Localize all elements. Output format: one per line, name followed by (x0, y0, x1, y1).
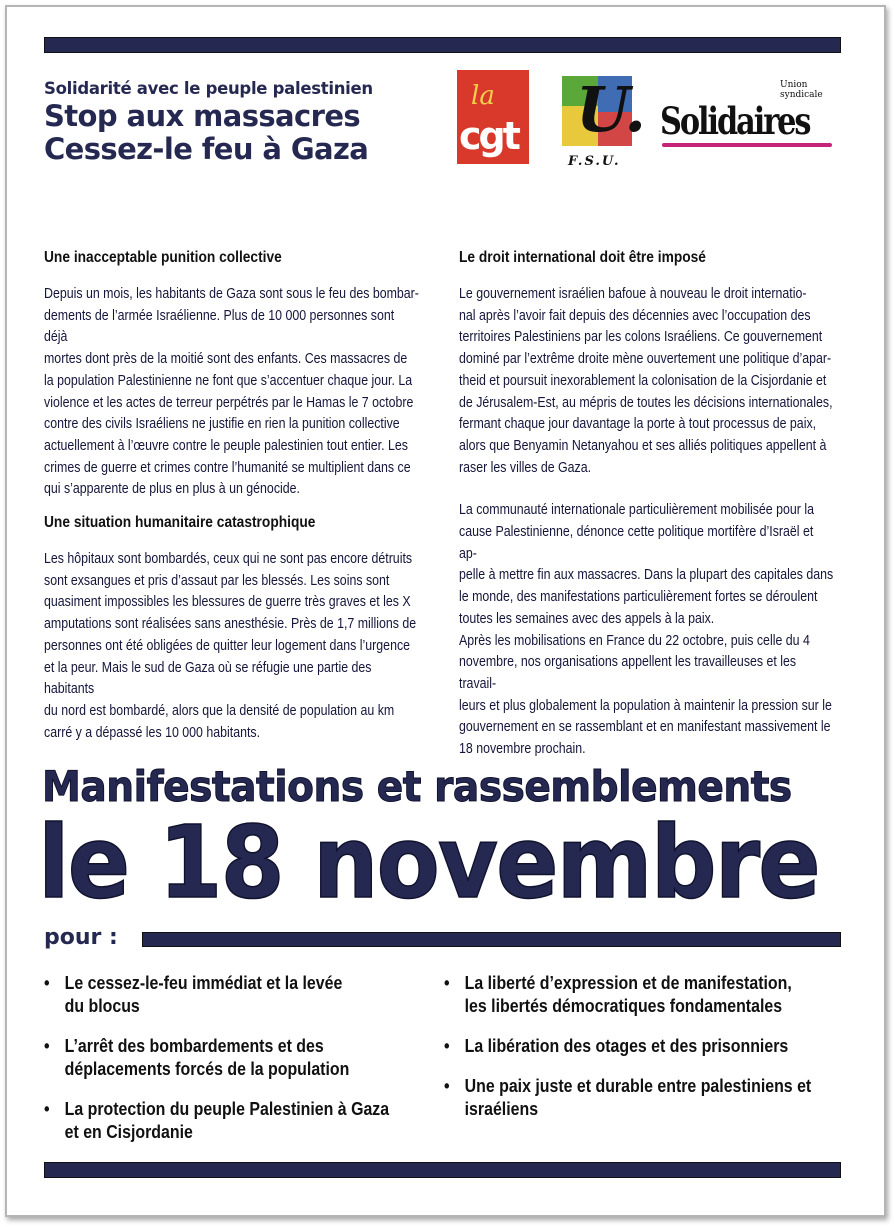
solidaires-tag: Union syndicale (780, 80, 823, 100)
top-divider-bar (44, 37, 841, 53)
call-date: le 18 novembre (38, 804, 819, 921)
list-item: • L’arrêt des bombardements et des déplacements forcés de la population (44, 1034, 422, 1080)
section-body: Depuis un mois, les habitants de Gaza sont sous le feu des bombar- dements de l’armée Israélienne. Plus de 10 000 personnes sont déjà mortes dont près de la moitié sont des enfants. Ces massacres de la population Palestinienne ne font que s’accentuer chaque jour. La violence et les actes de terreur perpétrés par le Hamas le 7 octobre contre des civils Israéliens ne justifie en rien la punition collective actuellement à l’œuvre contre le peuple palestinien tout entier. Les crimes de guerre et crimes contre l’humanité se multiplient dans ce qui s’apparente de plus en plus à un génocide. (44, 286, 419, 498)
section-heading: Une inacceptable punition collective (44, 249, 282, 266)
solidaires-underline (662, 143, 832, 147)
fsu-name: F.S.U. (568, 154, 621, 169)
demands-right-list (444, 971, 822, 1137)
subtitle: Solidarité avec le peuple palestinien (44, 79, 373, 98)
title-line-2: Cessez-le feu à Gaza (44, 132, 369, 166)
bottom-divider-bar (44, 1162, 841, 1178)
section-body: La communauté internationale particulièrement mobilisée pour la cause Palestinienne, dénonce cette politique mortifère d’Israël et ap- pelle à mettre fin aux massacres. Dans la plupart des capitales dans le monde, des manifestations particulièrement fortes se déroulent toutes les semaines avec des appels à la paix. Après les mobilisations en France du 22 octobre, puis celle du 4 novembre, nos organisations appellent les travailleuses et les travail- leurs et plus globalement la population à maintenir la pression sur le gouvernement en se rassemblant et en manifestant massivement le 18 novembre prochain. (459, 502, 834, 758)
section-body: Le gouvernement israélien bafoue à nouveau le droit internatio- nal après l’avoir fait depuis des décennies avec l’occupation des territoires Palestiniens par les colons Israéliens. Ce gouvernement dominé par l’extrême droite mène ouvertement une politique d’apar- theid et poursuit inexorablement la colonisation de la Cisjordanie et de Jérusalem-Est, au mépris de toutes les décisions internationales, fermant chaque jour davantage la porte à tout processus de paix, alors que Benyamin Netanyahou et ses alliés politiques appellent à raser les villes de Gaza. (459, 286, 833, 476)
list-item: • Une paix juste et durable entre palestiniens et israéliens (444, 1074, 822, 1120)
call-headline: Manifestations et rassemblements (42, 762, 792, 811)
cgt-logo-name: cgt (459, 114, 518, 158)
list-item: • Le cessez-le-feu immédiat et la levée du blocus (44, 971, 422, 1017)
section-heading: Le droit international doit être imposé (459, 249, 706, 266)
fsu-logo (560, 73, 646, 174)
left-column (44, 248, 419, 744)
demands-left-list (44, 971, 422, 1160)
solidaires-name: Solidaires (660, 99, 810, 143)
list-item: • La libération des otages et des prisonniers (444, 1034, 822, 1057)
cgt-logo (457, 70, 529, 164)
list-item: • La protection du peuple Palestinien à Gaza et en Cisjordanie (44, 1097, 422, 1143)
pour-divider-bar (142, 932, 841, 947)
fsu-letter: U. (576, 73, 646, 146)
cgt-logo-script: la (471, 81, 495, 111)
section-heading: Une situation humanitaire catastrophique (44, 514, 316, 532)
section-body: Les hôpitaux sont bombardés, ceux qui ne sont pas encore détruits sont exsangues et pris d’assaut par les blessés. Les soins sont quasiment impossibles les blessures de guerre très graves et les X amputations sont réalisées sans anesthésie. Près de 1,7 millions de personnes ont été obligées de quitter leur logement dans l’urgence et la peur. Mais le sud de Gaza où se réfugie une partie des habitants du nord est bombardé, alors que la densité de population au km carré y a dépassé les 10 000 habitants. (44, 551, 417, 741)
solidaires-logo (660, 80, 838, 150)
list-item: • La liberté d’expression et de manifestation, les libertés démocratiques fondamentales (444, 971, 822, 1017)
title-line-1: Stop aux massacres (44, 99, 361, 133)
pour-label: pour : (44, 925, 118, 950)
right-column (459, 248, 834, 761)
